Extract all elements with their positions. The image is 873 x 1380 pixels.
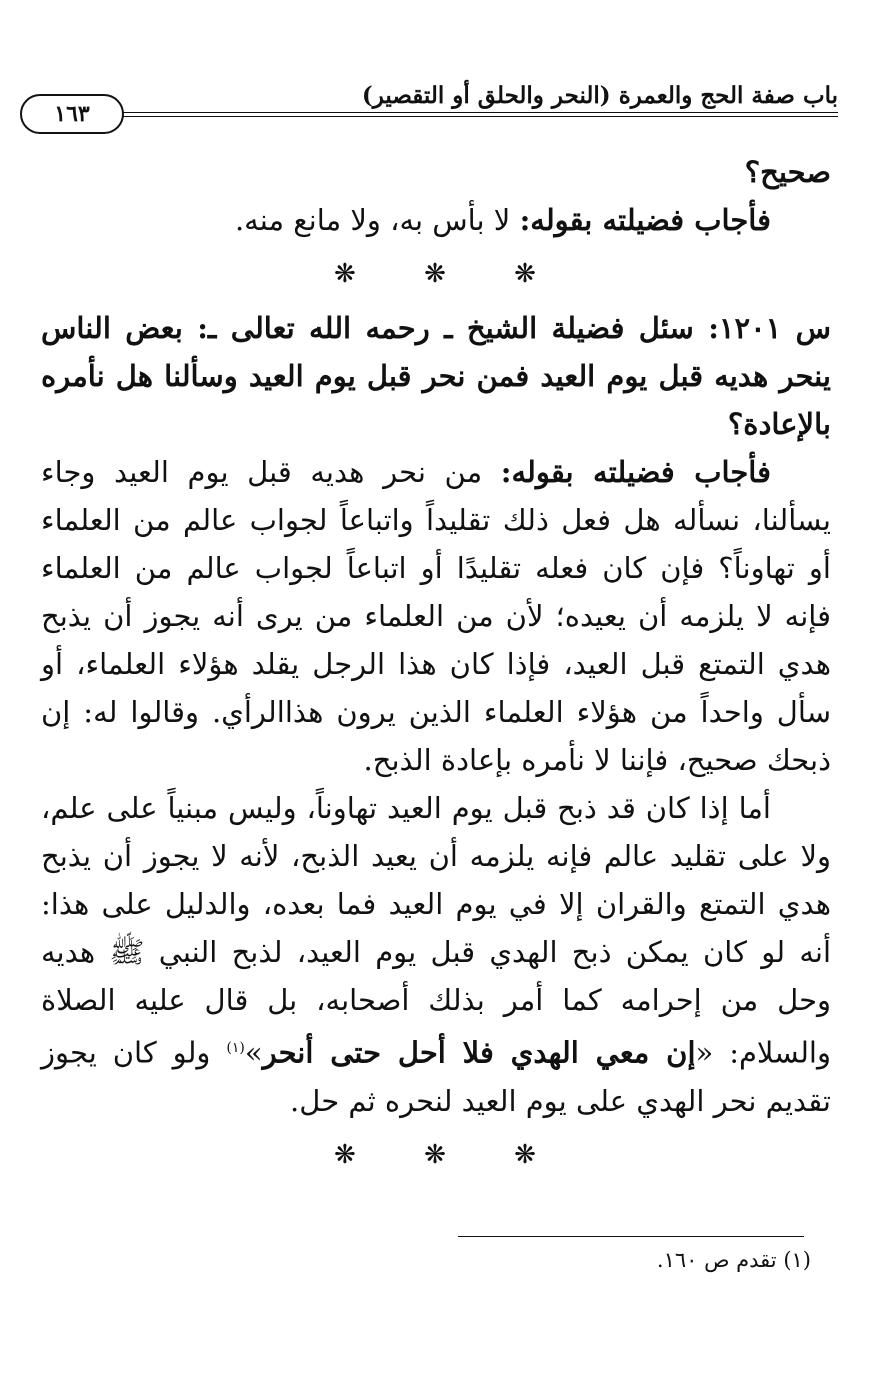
- page-body: [41, 148, 831, 1185]
- footnote: (١) تقدم ص ١٦٠.: [656, 1248, 811, 1272]
- answer-paragraph-2: [41, 784, 831, 1125]
- continued-line: صحيح؟: [744, 155, 831, 189]
- header-rule: [122, 112, 838, 117]
- chapter-title: باب صفة الحج والعمرة (النحر والحلق أو التقصير): [361, 82, 838, 109]
- answer-lead: فأجاب فضيلته بقوله:: [500, 455, 771, 489]
- question-text: سئل فضيلة الشيخ ـ رحمه الله تعالى ـ: بعض الناس ينحر هديه قبل يوم العيد فمن نحر قبل يوم العيد وسألنا هل نأمره بالإعادة؟: [41, 311, 831, 441]
- answer-lead-previous: فأجاب فضيلته بقوله:: [519, 203, 771, 237]
- footnote-rule: [458, 1236, 804, 1237]
- page-header: [18, 72, 838, 126]
- answer-text-1: من نحر هديه قبل يوم العيد وجاء يسألنا، نسأله هل فعل ذلك تقليداً واتباعاً لجواب عالم من العلماء أو تهاوناً؟ فإن كان فعله تقليدًا أو اتباعاً لجواب عالم من العلماء فإنه لا يلزمه أن يعيده؛ لأن من العلماء من يرى أنه يجوز أن يذبح هدي التمتع قبل العيد، فإذا كان هذا الرجل يقلد هؤلاء العلماء، أو سأل واحداً من هؤلاء العلماء الذين يرون هذاالرأي. وقالوا له: إن ذبحك صحيح، فإننا لا نأمره بإعادة الذبح.: [41, 455, 831, 777]
- separator-stars-1: ❋ ❋ ❋: [334, 259, 566, 289]
- separator-stars-2: ❋ ❋ ❋: [334, 1139, 566, 1170]
- page-number: ١٦٣: [20, 94, 124, 134]
- answer-text-2a: أما إذا كان قد ذبح قبل يوم العيد تهاوناً، وليس مبنياً على علم، ولا على تقليد عالم فإنه يلزمه أن يعيد الذبح، لأنه لا يجوز أن يذبح هدي التمتع والقران إلا في يوم العيد فما بعده، والدليل على هذا: أنه لو كان يمكن ذبح الهدي قبل يوم العيد، لذبح النبي ﷺ هديه وحل من إحرامه كما أمر بذلك أصحابه، بل قال عليه الصلاة والسلام: «: [41, 791, 831, 1070]
- question-label: س ١٢٠١:: [708, 311, 832, 345]
- quote-close: »: [244, 1035, 263, 1070]
- answer-text-2c: ولو كان يجوز تقديم نحر الهدي على يوم العيد لنحره ثم حل.: [41, 1035, 831, 1118]
- answer-paragraph-1: [41, 448, 831, 784]
- footnote-reference: (١): [226, 1040, 245, 1056]
- previous-answer-text: لا بأس به، ولا مانع منه.: [234, 203, 520, 237]
- previous-answer: [41, 196, 831, 244]
- hadith-quote: إن معي الهدي فلا أحل حتى أنحر: [262, 1035, 696, 1070]
- question-1201: [41, 304, 831, 448]
